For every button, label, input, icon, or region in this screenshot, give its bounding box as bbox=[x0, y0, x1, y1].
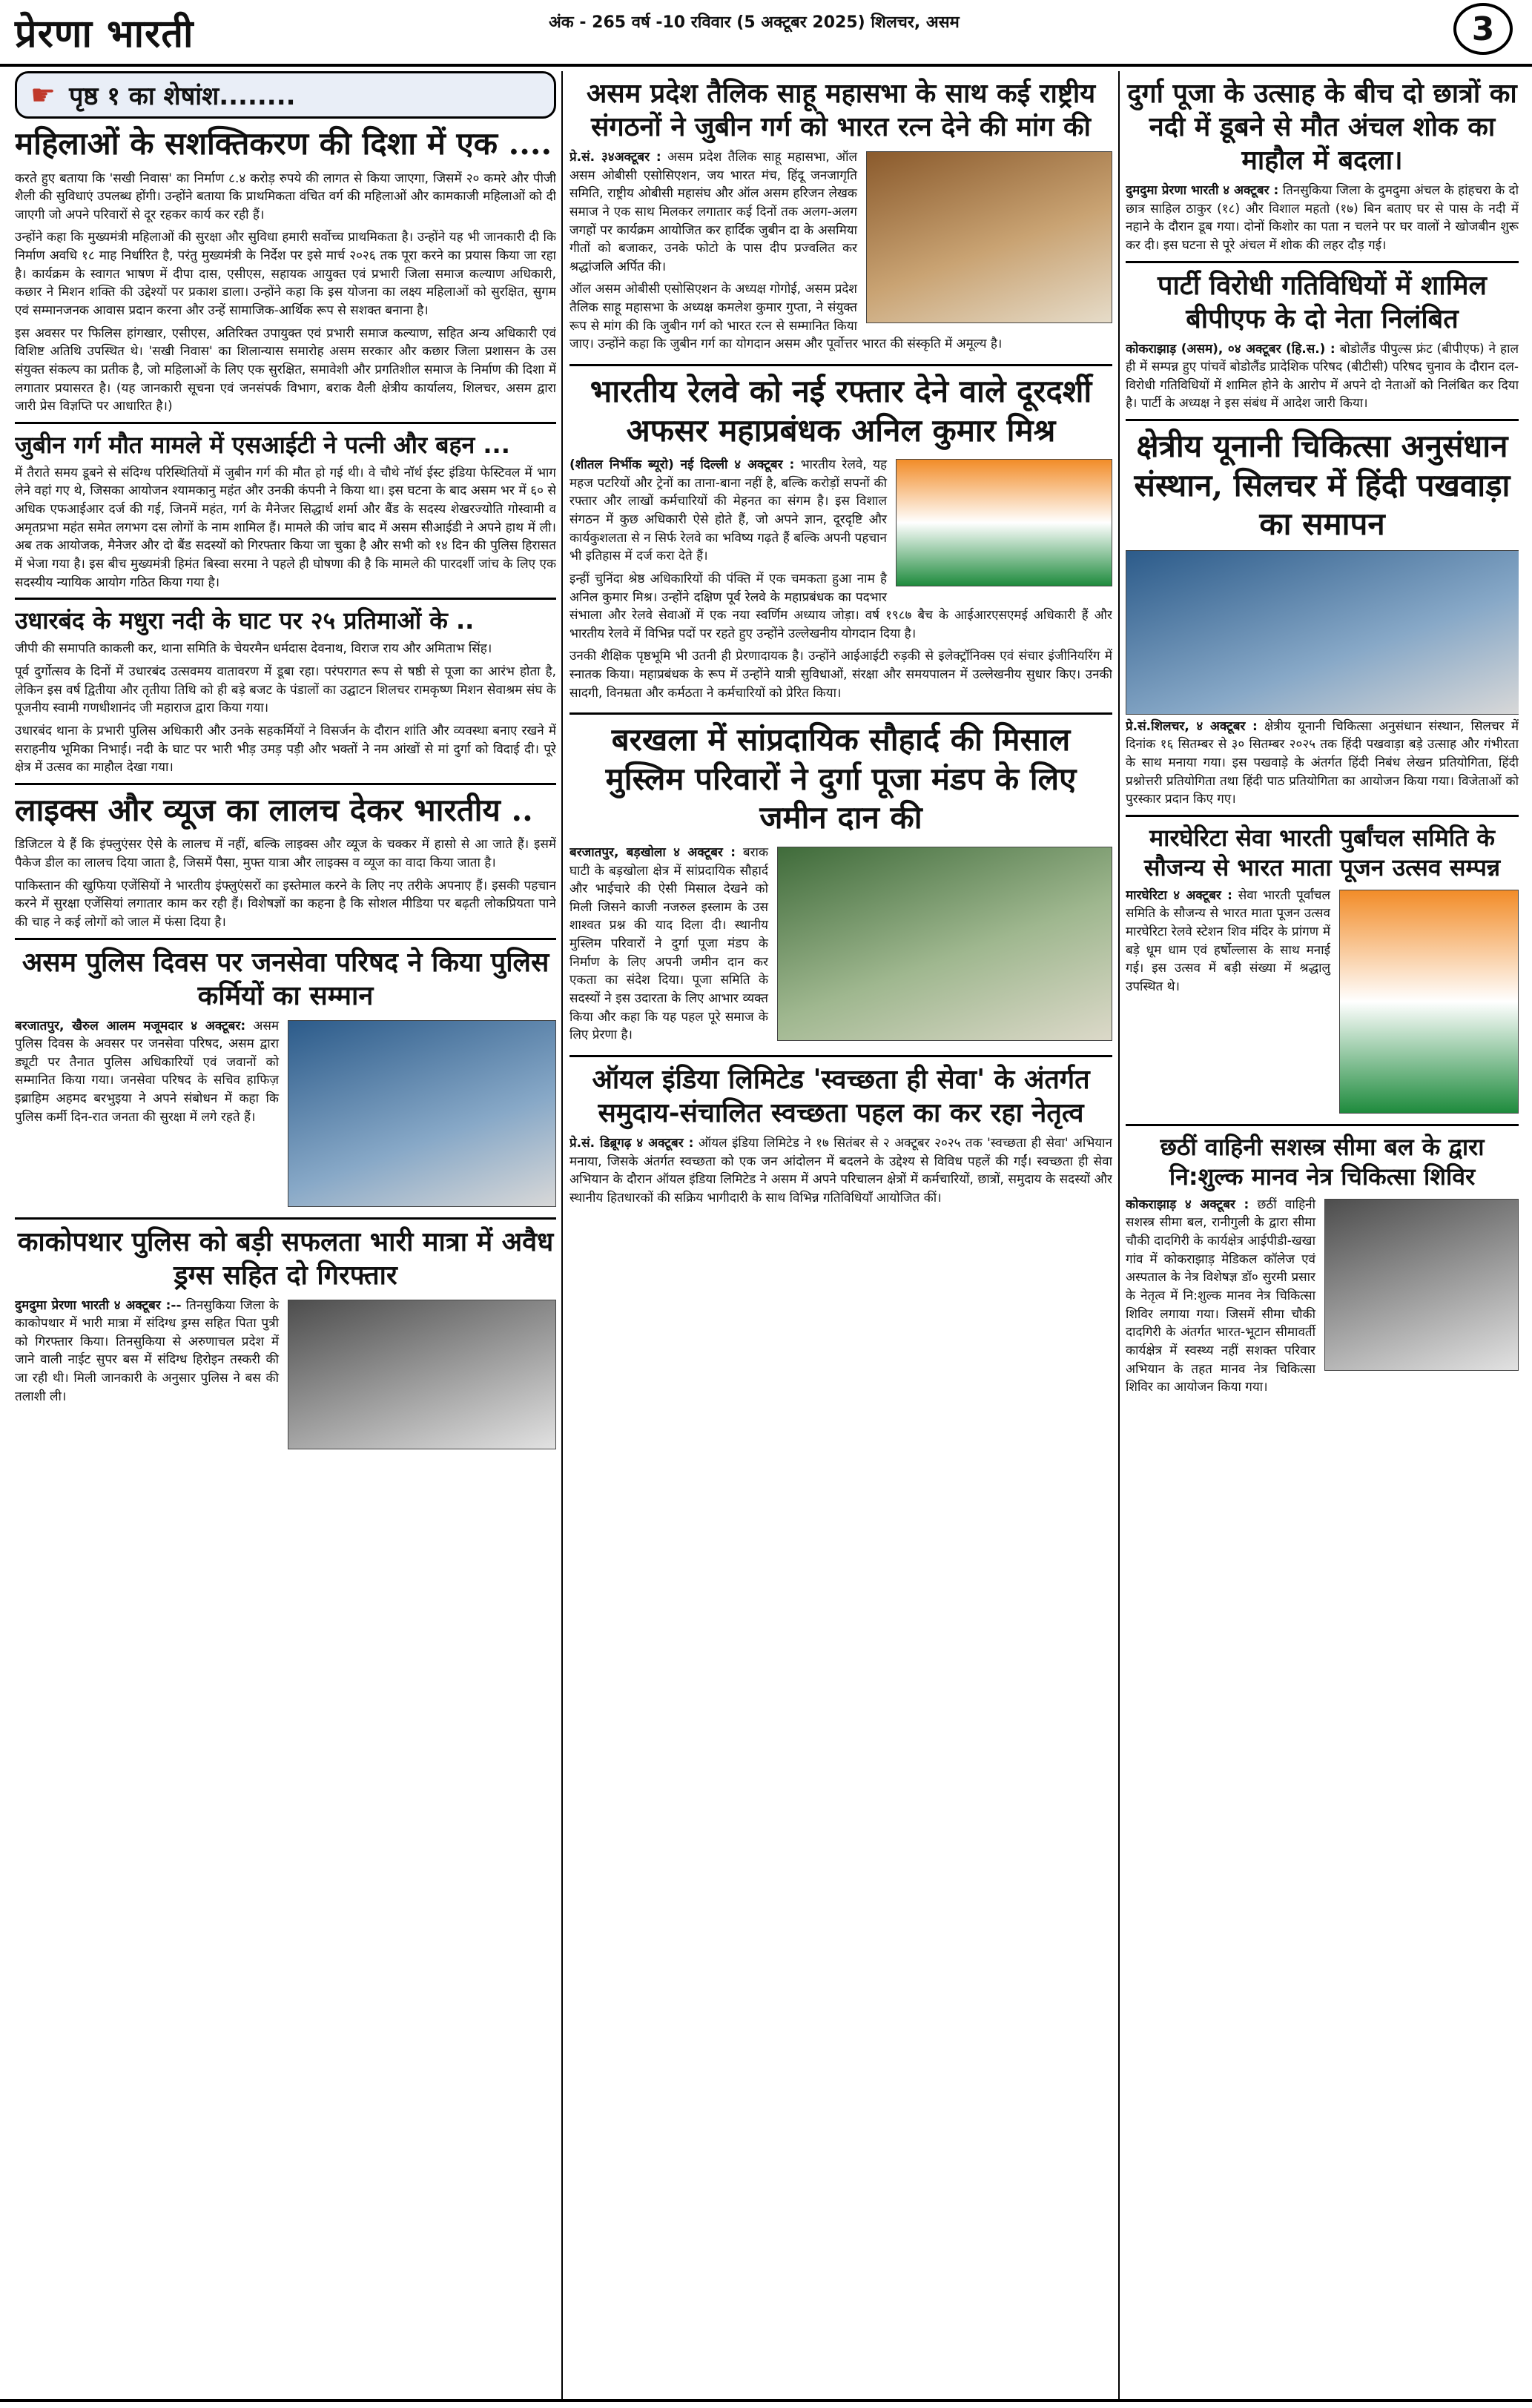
headline-teli-sahu-mahasabha: असम प्रदेश तैलिक साहू महासभा के साथ कई राष्ट्रीय संगठनों ने जुबीन गर्ग को भारत रत्न देने की मांग की bbox=[586, 78, 1096, 142]
article-body: असम पुलिस दिवस के अवसर पर जनसेवा परिषद, असम द्वारा ड्यूटी पर तैनात पुलिस अधिकारियों एवं जवानों को सम्मानित किया गया। जनसेवा परिषद के सचिव हाफिज़ इब्राहिम अहमद बरभुइया ने अपने संबोधन में कहा कि पुलिस कर्मी दिन-रात जनता की सुरक्षा में लगे रहते हैं। bbox=[15, 1018, 280, 1125]
article-body: उन्होंने कहा कि मुख्यमंत्री महिलाओं की सुरक्षा और सुविधा हमारी सर्वोच्च प्राथमिकता है। उन्होंने यह भी जानकारी दी कि निर्माण अवधि १८ माह निर्धारित है, परंतु मुख्यमंत्री के निर्देश पर इसे मार्च २०२६ तक पूरा करने का प्रयास किया जा रहा है। कार्यक्रम के स्वागत भाषण में दीपा दास, एसीएस, सहायक आयुक्त एवं प्रभारी जिला समाज कल्याण अधिकारी, कछार ने मिशन शक्ति की उद्देश्यों पर प्रकाश डाला। उन्होंने कहा कि इस योजना का लक्ष्य महिलाओं को सुरक्षित, सुगम एवं सम्मानजनक आवास प्रदान करना और उन्हें सामाजिक-आर्थिक रूप से सशक्त बनाना है। bbox=[15, 230, 556, 318]
dateline: प्रे.सं.शिलचर, ४ अक्टूबर : bbox=[1126, 718, 1258, 734]
headline-zubeen-sit: जुबीन गर्ग मौत मामले में एसआईटी ने पत्नी और बहन ... bbox=[15, 430, 510, 459]
headline-assam-police-day: असम पुलिस दिवस पर जनसेवा परिषद ने किया पुलिस कर्मियों का सम्मान bbox=[22, 946, 549, 1011]
headline-bpf-suspended: पार्टी विरोधी गतिविधियों में शामिल बीपीएफ के दो नेता निलंबित bbox=[1158, 269, 1487, 334]
dateline: कोकराझाड़ ४ अक्टूबर : bbox=[1126, 1197, 1249, 1212]
drugs-arrest-photo bbox=[288, 1300, 556, 1449]
headline-railway-gm: भारतीय रेलवे को नई रफ्तार देने वाले दूरदर्शी अफसर महाप्रबंधक अनिल कुमार मिश्र bbox=[590, 373, 1092, 449]
dateline: (शीतल निर्भीक ब्यूरो) नई दिल्ली ४ अक्टूबर : bbox=[569, 457, 795, 473]
article-body: करते हुए बताया कि 'सखी निवास' का निर्माण ८.४ करोड़ रुपये की लागत से किया जाएगा, जिसमें २० कमरे और पीजी शैली की सुविधाएं उपलब्ध होंगी। उन्होंने बताया कि प्राथमिकता वंचित वर्ग की महिलाओं और कामकाजी महिलाओं को दी जाएगी जो अपने परिवारों से दूर रहकर कार्य कर रही हैं। bbox=[15, 171, 556, 222]
tribute-photo bbox=[866, 151, 1112, 323]
headline-ssb-eye-camp: छठीं वाहिनी सशस्त्र सीमा बल के द्वारा नि:शुल्क मानव नेत्र चिकित्सा शिविर bbox=[1160, 1132, 1485, 1191]
dateline: प्रे.सं. डिब्रूगढ़ ४ अक्टूबर : bbox=[569, 1135, 694, 1151]
article-body: इस अवसर पर फिलिस हांगखार, एसीएस, अतिरिक्त उपायुक्त एवं प्रभारी समाज कल्याण, सहित अन्य अधिकारी एवं विशिष्ट अतिथि उपस्थित थे। 'सखी निवास' का शिलान्यास समारोह असम सरकार और कछार जिला प्रशासन के उस संयुक्त संकल्प का प्रतीक है, जो महिलाओं के लिए एक सुरक्षित, समावेशी और प्रगतिशील समाज के निर्माण की दिशा में लगातार प्रयासरत है। (यह जानकारी सूचना एवं जनसंपर्क विभाग, बराक वैली क्षेत्रीय कार्यालय, शिलचर, असम द्वारा जारी प्रेस विज्ञप्ति पर आधारित है।) bbox=[15, 325, 556, 414]
dateline: मारघेरिटा ४ अक्टूबर : bbox=[1126, 887, 1232, 903]
dateline: दुमदुमा प्रेरणा भारती ४ अक्टूबर :-- bbox=[15, 1297, 182, 1313]
dateline: दुमदुमा प्रेरणा भारती ४ अक्टूबर : bbox=[1126, 183, 1279, 198]
article-body: उनकी शैक्षिक पृष्ठभूमि भी उतनी ही प्रेरणादायक है। उन्होंने आईआईटी रुड़की से इलेक्ट्रॉनिक्स एवं संचार इंजीनियरिंग में स्नातक किया। महाप्रबंधक के रूप में उन्होंने यात्री सुविधाओं, संरक्षा और समयपालन में उल्लेखनीय सुधार किए। उनकी सादगी, विनम्रता और कर्मठता ने कर्मचारियों को प्रेरित किया। bbox=[569, 649, 1112, 701]
divider bbox=[15, 422, 556, 424]
harmony-meeting-photo bbox=[777, 847, 1112, 1041]
article-body: बराक घाटी के बड़खोला क्षेत्र में सांप्रदायिक सौहार्द और भाईचारे की ऐसी मिसाल देखने को मिली जिसने काजी नजरुल इस्लाम के उस शाश्वत प्रश्न की याद दिला दी। स्थानीय मुस्लिम परिवारों ने दुर्गा पूजा मंडप के निर्माण के लिए अपनी जमीन दान कर एकता का संदेश दिया। पूजा समिति के सदस्यों ने इस उदारता के लिए आभार व्यक्त किया और कहा कि यह पहल पूरे समाज के लिए प्रेरणा है। bbox=[569, 844, 768, 1043]
pointing-hand-icon: ☛ bbox=[30, 79, 56, 111]
continued-box bbox=[15, 71, 556, 119]
column-divider bbox=[561, 71, 563, 2399]
headline-likes-views: लाइक्स और व्यूज का लालच देकर भारतीय .. bbox=[15, 791, 533, 828]
headline-durga-puja-drowning: दुर्गा पूजा के उत्साह के बीच दो छात्रों का नदी में डूबने से मौत अंचल शोक का माहौल में बदला। bbox=[1127, 78, 1517, 176]
issue-line: अंक - 265 वर्ष -10 रविवार (5 अक्टूबर 2025) शिलचर, असम bbox=[549, 13, 960, 32]
article-body: ऑल असम ओबीसी एसोसिएशन के अध्यक्ष गोगोई, असम प्रदेश तैलिक साहू महासभा के अध्यक्ष कमलेश कुमार गुप्ता, ने संयुक्त रूप से मांग की कि जुबीन गर्ग को भारत रत्न से सम्मानित किया जाए। उन्होंने कहा कि जुबीन गर्ग का योगदान असम और पूर्वोत्तर भारत की संस्कृति में अमूल्य है। bbox=[569, 282, 1003, 352]
headline-unani-hindi-pakhwada: क्षेत्रीय यूनानी चिकित्सा अनुसंधान संस्थान, सिलचर में हिंदी पखवाड़ा का समापन bbox=[1134, 428, 1510, 543]
headline-bharat-mata-pujan: मारघेरिटा सेवा भारती पुर्बांचल समिति के सौजन्य से भारत माता पूजन उत्सव सम्पन्न bbox=[1143, 823, 1501, 882]
page-number: 3 bbox=[1453, 3, 1513, 55]
article-body: बोडोलैंड पीपुल्स फ्रंट (बीपीएफ) ने हाल ही में सम्पन्न हुए पांचवें बोडोलैंड प्रादेशिक परिषद (बीटीसी) परिषद चुनाव के दौरान दल-विरोधी गतिविधियों में शामिल होने के आरोप में अपने दो नेताओं को निलंबित कर दिया है। पार्टी के अध्यक्ष ने इस संबंध में आदेश जारी किया। bbox=[1126, 341, 1519, 411]
article-body: भारतीय रेलवे, यह महज पटरियों और ट्रेनों का ताना-बाना नहीं है, बल्कि करोड़ों सपनों की रफ्तार और लाखों कर्मचारियों की मेहनत का संगम है। इस विशाल संगठन में कुछ अधिकारी ऐसे होते हैं, जो अपने ज्ञान, दूरदृष्टि और कार्यकुशलता से न सिर्फ रेलवे का भविष्य गढ़ते हैं बल्कि अपनी पहचान भी इतिहास में दर्ज करा देते हैं। bbox=[569, 457, 888, 564]
continued-box-title: पृष्ठ १ का शेषांश........ bbox=[69, 82, 296, 111]
police-honour-photo bbox=[288, 1020, 556, 1207]
article-body: डिजिटल ये हैं कि इंफ्लुएंसर ऐसे के लालच में नहीं, बल्कि लाइक्स और व्यूज के चक्कर में हासो से आ जाते हैं। इसमें पैकेज डील का लालच दिया जाता है, जिसमें पैसा, मुफ्त यात्रा और लाइक्स व व्यूज का वादा किया जाता है। bbox=[15, 837, 556, 870]
headline-kakopathar-drugs: काकोपथार पुलिस को बड़ी सफलता भारी मात्रा में अवैध ड्रग्स सहित दो गिरफ्तार bbox=[17, 1226, 554, 1291]
dateline: प्रे.सं. ३४अक्टूबर : bbox=[569, 150, 661, 165]
headline-oil-india-swachhata: ऑयल इंडिया लिमिटेड 'स्वच्छता ही सेवा' के अंतर्गत समुदाय-संचालित स्वच्छता पहल का कर रहा नेतृत्व bbox=[592, 1063, 1090, 1128]
dateline: बरजातपुर, खैरुल आलम मजूमदार ४ अक्टूबर: bbox=[15, 1018, 246, 1033]
dateline: कोकराझाड़ (असम), ०४ अक्टूबर (हि.स.) : bbox=[1126, 341, 1335, 357]
article-body: क्षेत्रीय यूनानी चिकित्सा अनुसंधान संस्थान, सिलचर में दिनांक १६ सितम्बर से ३० सितम्बर २०२५ तक हिंदी पखवाड़ा बड़े उत्साह और गंभीरता के साथ मनाया गया। इस पखवाड़े के अंतर्गत हिंदी निबंध लेखन प्रतियोगिता, हिंदी प्रश्नोत्तरी प्रतियोगिता तथा हिंदी पाठ प्रतियोगिता का आयोजन किया गया। विजेताओं को पुरस्कार प्रदान किए गए। bbox=[1126, 718, 1519, 807]
column-2 bbox=[569, 71, 1112, 2395]
column-divider bbox=[1118, 71, 1120, 2399]
eye-camp-photo bbox=[1324, 1199, 1519, 1371]
divider bbox=[15, 938, 556, 940]
article-body: इन्हीं चुनिंदा श्रेष्ठ अधिकारियों की पंक्ति में एक चमकता हुआ नाम है अनिल कुमार मिश्र। उन्होंने दक्षिण पूर्व रेलवे के महाप्रबंधक का पदभार संभाला और रेलवे सेवाओं में एक नया स्वर्णिम अध्याय जोड़ा। वर्ष १९८७ बैच के आईआरएसएमई अधिकारी हैं और भारतीय रेलवे में विभिन्न पदों पर रहते हुए उन्होंने उल्लेखनीय योगदान दिया है। bbox=[569, 571, 1112, 641]
article-body: ऑयल इंडिया लिमिटेड ने १७ सितंबर से २ अक्टूबर २०२५ तक 'स्वच्छता ही सेवा' अभियान मनाया, जिसके अंतर्गत स्वच्छता को एक जन आंदोलन में बदलने के उद्देश्य से विविध पहलें की गईं। स्वच्छता ही सेवा अभियान के दौरान ऑयल इंडिया लिमिटेड ने असम में अपने परिचालन क्षेत्रों में कर्मचारियों, छात्रों, समुदाय के सदस्यों और स्थानीय हितधारकों की सक्रिय भागीदारी के साथ विभिन्न गतिविधियाँ आयोजित कीं। bbox=[569, 1135, 1112, 1205]
headline-udharbond: उधारबंद के मधुरा नदी के घाट पर २५ प्रतिमाओं के .. bbox=[15, 606, 475, 635]
article-body: पाकिस्तान की खुफिया एजेंसियों ने भारतीय इंफ्लुएंसरों का इस्तेमाल करने के लिए नए तरीके अपनाए हैं। इसकी पहचान करने में सुरक्षा एजेंसियां लगातार काम कर रही हैं। विशेषज्ञों का कहना है कि सोशल मीडिया पर बढ़ती लोकप्रियता पाने की चाह ने कई लोगों को जाल में फंसा दिया है। bbox=[15, 878, 556, 930]
bharat-mata-photo bbox=[1339, 890, 1519, 1114]
divider bbox=[569, 364, 1112, 366]
headline-barkhola-harmony: बरखला में सांप्रदायिक सौहार्द की मिसाल मुस्लिम परिवारों ने दुर्गा पूजा मंडप के लिए जमीन दान की bbox=[605, 721, 1077, 836]
article-body: पूर्व दुर्गोत्सव के दिनों में उधारबंद उत्सवमय वातावरण में डूबा रहा। परंपरागत रूप से षष्ठी से पूजा का आरंभ होता है, लेकिन इस वर्ष द्वितीया और तृतीया तिथि को ही बड़े बजट के पंडालों का उद्घाटन शिलचर रामकृष्ण मिशन सेवाश्रम संघ के पूजनीय स्वामी गणधीशानंद जी महाराज द्वारा किया गया। bbox=[15, 664, 556, 716]
divider bbox=[569, 1055, 1112, 1057]
article-body: सेवा भारती पूर्वांचल समिति के सौजन्य से भारत माता पूजन उत्सव मारघेरिटा रेलवे स्टेशन शिव मंदिर के प्रांगण में बड़े धूम धाम एवं हर्षोल्लास के साथ मनाई गई। इस उत्सव में बड़ी संख्या में श्रद्धालु उपस्थित थे। bbox=[1126, 887, 1330, 995]
divider bbox=[569, 712, 1112, 715]
hindi-pakhwada-photo bbox=[1126, 550, 1519, 715]
article-body: तिनसुकिया जिला के काकोपथार में भारी मात्रा में संदिग्ध ड्रग्स सहित पिता पुत्री को गिरफ्तार किया। तिनसुकिया से अरुणाचल प्रदेश में जाने वाली नाईट सुपर बस में संदिग्ध हिरोइन तस्करी की जा रही थी। मिली जानकारी के अनुसार पुलिस ने बस की तलाशी ली। bbox=[15, 1297, 279, 1404]
article-body: उधारबंद थाना के प्रभारी पुलिस अधिकारी और उनके सहकर्मियों ने विसर्जन के दौरान शांति और व्यवस्था बनाए रखने में सराहनीय भूमिका निभाई। नदी के घाट पर भारी भीड़ उमड़ पड़ी और भक्तों ने नम आंखों से मां दुर्गा को विदाई दी। पूरे क्षेत्र में उत्सव का माहौल देखा गया। bbox=[15, 723, 556, 775]
railway-engine-photo bbox=[896, 459, 1112, 586]
dateline: बरजातपुर, बड़खोला ४ अक्टूबर : bbox=[569, 844, 736, 860]
column-3 bbox=[1126, 71, 1519, 2395]
divider bbox=[1126, 815, 1519, 817]
masthead: प्रेरणा भारती bbox=[15, 11, 194, 56]
article-body: असम प्रदेश तैलिक साहू महासभा, ऑल असम ओबीसी एसोसिएशन, जय भारत मंच, हिंदू जनजागृति समिति, राष्ट्रीय ओबीसी महासंघ और ऑल असम हरिजन लेखक समाज ने एक साथ मिलकर लगातार कई दिनों तक अलग-अलग जगहों पर कार्यक्रम आयोजित कर हार्दिक जुबीन दा के असमिया गीतों को बजाकर, उनके फोटो के पास दीप प्रज्वलित कर श्रद्धांजलि अर्पित की। bbox=[569, 150, 857, 274]
article-body: में तैराते समय डूबने से संदिग्ध परिस्थितियों में जुबीन गर्ग की मौत हो गई थी। वे चौथे नॉर्थ ईस्ट इंडिया फेस्टिवल में भाग लेने वहां गए थे, जिसका आयोजन श्यामकानु महंत और उनकी कंपनी ने किया था। इस घटना के बाद असम भर में ६० से अधिक एफआईआर दर्ज की गई, जिनमें महंत, गर्ग के मैनेजर सिद्धार्थ शर्मा और बैंड के सदस्य शेखरज्योति गोस्वामी व अमृतप्रभा महंत समेत लगभग दस लोगों के नाम शामिल हैं। मामले की जांच बाद में असम सीआईडी ने अपने हाथ में ली। अब तक आयोजक, मैनेजर और दो बैंड सदस्यों को गिरफ्तार किया जा चुका है और सभी को १४ दिन की पुलिस हिरासत में भेजा गया है। इस बीच मुख्यमंत्री हिमंत बिस्वा सरमा ने पहले ही घोषणा की है कि मामले की पारदर्शी जांच के लिए एक सदस्यीय न्यायिक आयोग गठित किया गया है। bbox=[15, 465, 556, 590]
divider bbox=[1126, 261, 1519, 263]
divider bbox=[1126, 1124, 1519, 1126]
divider bbox=[15, 1217, 556, 1220]
divider bbox=[15, 783, 556, 785]
divider bbox=[1126, 419, 1519, 421]
article-body: तिनसुकिया जिला के दुमदुमा अंचल के हांहचरा के दो छात्र साहिल ठाकुर (१८) और विशाल महतो (१७) बिन बताए घर से पास के नदी में नहाने के दौरान डूब गया। दोनों किशोर का पता न चलने पर घर वालों ने खोजबीन शुरू कर दी। इस घटना से पूरे अंचल में शोक की लहर दौड़ गई। bbox=[1126, 183, 1519, 253]
divider bbox=[15, 598, 556, 600]
article-body: जीपी की समापति काकली कर, थाना समिति के चेयरमैन धर्मदास देवनाथ, विराज राय और अमिताभ सिंह। bbox=[15, 641, 492, 657]
headline-women-empowerment: महिलाओं के सशक्तिकरण की दिशा में एक .... bbox=[15, 125, 552, 162]
column-1 bbox=[15, 71, 556, 2395]
article-body: छठीं वाहिनी सशस्त्र सीमा बल, रानीगुली के द्वारा सीमा चौकी दादगिरी के कार्यक्षेत्र आईपीडी-खखा गांव में कोकराझाड़ मेडिकल कॉलेज एवं अस्पताल के नेत्र विशेषज्ञ डॉ० सुरमी प्रसार के नेतृत्व में नि:शुल्क मानव नेत्र चिकित्सा शिविर लगाया गया। जिसमें सीमा चौकी दादगिरी के अंतर्गत भारत-भूटान सीमावर्ती कार्यक्षेत्र में स्वस्थ्य नहीं सशक्त परिवार अभियान के तहत मानव नेत्र चिकित्सा शिविर का आयोजन किया गया। bbox=[1126, 1197, 1315, 1395]
page-footer-rule bbox=[0, 2399, 1532, 2402]
